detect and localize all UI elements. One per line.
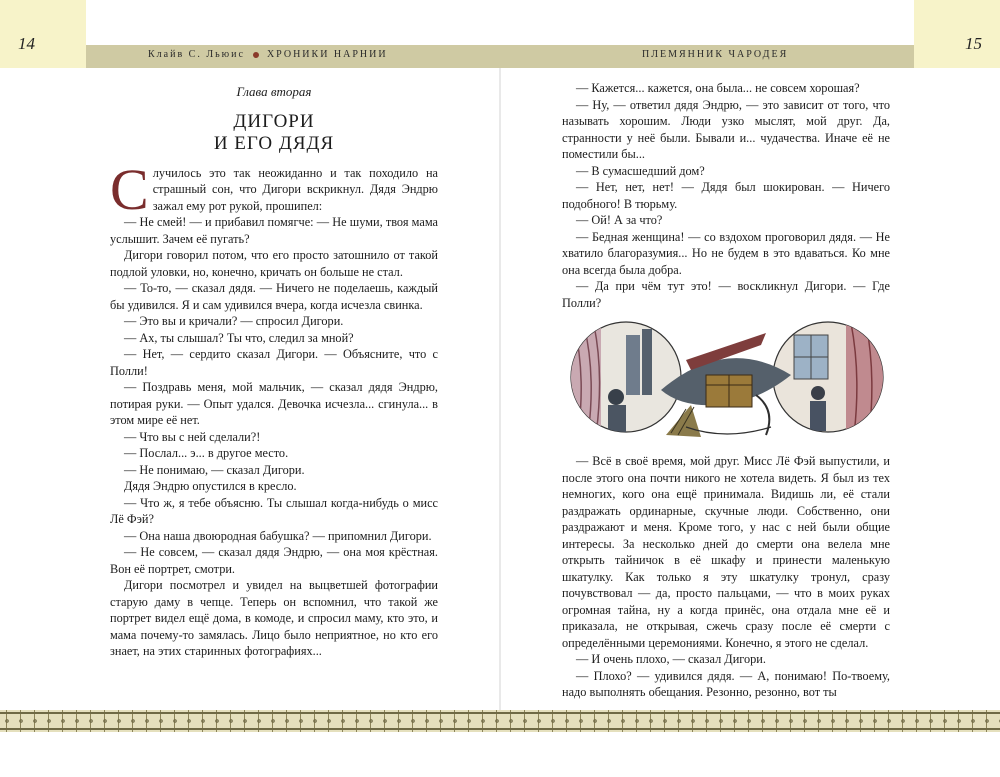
paragraph: — Что вы с ней сделали?! — [124, 429, 261, 444]
paragraph: — Ах, ты слышал? Ты что, следил за мной? — [124, 330, 354, 345]
paragraph: — Это вы и кричали? — спросил Дигори. — [124, 314, 344, 328]
page-gutter — [499, 68, 501, 710]
vine-pattern-icon — [0, 715, 1000, 727]
paragraph: Дядя Эндрю опустился в кресло. — [124, 479, 297, 493]
paragraph: Случилось это так неожиданно и так походило на страшный сон, что Дигори вскрикнул. Дядя Эндрю зажал ему рот рукой, прошипел: — [110, 156, 438, 222]
paragraph: — Всё в своё время, мой друг. Мисс Лё Фэй выпустили, и после этого она почти никого не хотела видеть. Я был из тех немногих, кого она ещё принимала. Видишь ли, её стали раздражать ординарные, скучные люди. Собственно, они раздражают и меня. Кроме того, у нас с ней были общие интересы. За несколько дней до смерти она велела мне открыть тайничок в её шкафу и принести маленькую шкатулку. Как только я эту шкатулку тронул, сразу почувствовал — да, просто пальцами, — что в моих руках огромная тайна, ну а когда принёс, она отдала мне её и приказала, не открывая, сжечь сразу после её смерти с определёнными церемониями. Конечно, я этого не сделал. — [562, 454, 890, 650]
chapter-label: Глава вторая — [236, 84, 312, 99]
paragraph: — Послал... э... в другое место. — [124, 446, 289, 460]
central-still-life — [661, 333, 791, 437]
right-page-text — [562, 80, 890, 701]
paragraph: — Не понимаю, — сказал Дигори. — [124, 462, 305, 477]
paragraph: Дигори говорил потом, что его просто затошнило от такой подлой уловки, но, конечно, кричать он больше не стал. — [110, 248, 438, 279]
paragraph: — Что ж, я тебе объясню. Ты слышал когда-нибудь о мисс Лё Фэй? — [110, 495, 438, 526]
chapter-title-line: И ЕГО ДЯДЯ — [213, 132, 335, 154]
dropcap-letter: С — [110, 156, 149, 222]
left-vignette-circle — [571, 320, 681, 435]
right-running-head: ПЛЕМЯННИК ЧАРОДЕЯ — [642, 49, 789, 60]
right-corner-block — [914, 0, 1000, 68]
paragraph: — Плохо? — удивился дядя. — А, понимаю! По-твоему, надо выполнять обещания. Резонно, резонно, вот ты — [562, 668, 890, 699]
left-page-text — [110, 80, 438, 660]
author-name: Клайв С. Льюис — [148, 49, 245, 60]
decorative-border — [0, 710, 1000, 732]
paragraph: — Поздравь меня, мой мальчик, — сказал дядя Эндрю, потирая руки. — Опыт удался. Девочка исчезла... сгинула... в этом мире её нет. — [110, 380, 438, 427]
right-vignette-circle — [773, 320, 886, 435]
separator-dot-icon — [253, 52, 259, 58]
paragraph: Дигори посмотрел и увидел на выцветшей фотографии старую даму в чепце. Теперь он вспомнил, что такой же портрет видел ещё дома, в комоде, и спросил маму, кто это, и мама почему-то замялась. Лицо было неприятное, но кто его знает, на этих старинных фотографиях... — [110, 578, 438, 658]
paragraph: — Кажется... кажется, она была... не совсем хорошая? — [576, 81, 860, 95]
left-running-head — [148, 49, 388, 60]
paragraph: — Не совсем, — сказал дядя Эндрю, — она моя крёстная. Вон её портрет, смотри. — [110, 545, 438, 576]
paragraph: — И очень плохо, — сказал Дигори. — [576, 652, 766, 666]
chapter-title-line: ДИГОРИ — [233, 110, 315, 132]
running-header-bar — [86, 45, 914, 68]
paragraph: — Да при чём тут это! — воскликнул Дигори. — Где Полли? — [562, 279, 890, 310]
chapter-title — [110, 111, 438, 155]
paragraph: — В сумасшедший дом? — [576, 163, 705, 178]
left-page-number: 14 — [18, 34, 35, 53]
chapter-illustration — [566, 315, 886, 445]
series-name: ХРОНИКИ НАРНИИ — [266, 49, 388, 60]
paragraph: — То-то, — сказал дядя. — Ничего не поделаешь, каждый бы удивился. Я и сам удивился вчера, когда исчезла свинка. — [110, 281, 438, 312]
paragraph: — Не смей! — и прибавил помягче: — Не шуми, твоя мама услышит. Зачем её пугать? — [110, 215, 438, 246]
paragraph: — Она наша двоюродная бабушка? — припомнил Дигори. — [124, 528, 432, 543]
paragraph: — Бедная женщина! — со вздохом проговорил дядя. — Не хватило благоразумия... Но не будем в это вдаваться. Ко мне она всегда была добра. — [562, 229, 890, 277]
right-page-number: 15 — [965, 34, 982, 53]
left-corner-block — [0, 0, 86, 68]
paragraph: — Нет, — сердито сказал Дигори. — Объясните, что с Полли! — [110, 347, 438, 378]
paragraph: — Ну, — ответил дядя Эндрю, — это зависит от того, что называть хорошим. Люди узко мыслят, мой друг. Да, странности у неё были. Бывали и... чудачества. Иначе её не поместили бы... — [562, 97, 890, 161]
paragraph: — Нет, нет, нет! — Дядя был шокирован. — Ничего подобного! В тюрьму. — [562, 180, 890, 211]
paragraph: — Ой! А за что? — [576, 213, 663, 227]
